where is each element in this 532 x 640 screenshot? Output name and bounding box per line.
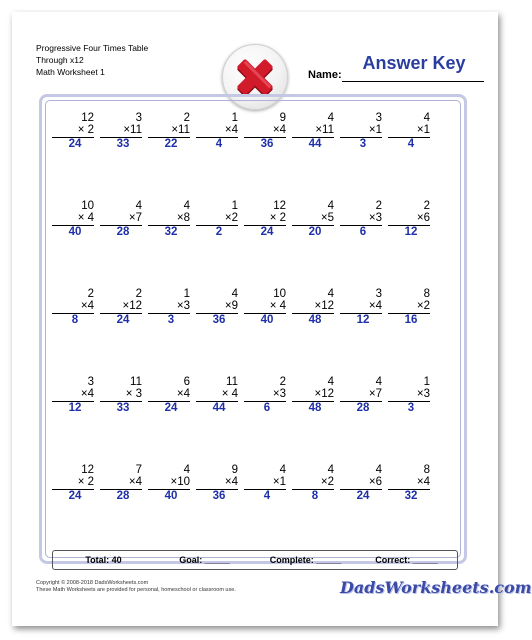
operand-multiplier: ×2 <box>416 300 430 312</box>
operand-multiplier: ×12 <box>314 388 334 400</box>
operand-top: 9 <box>231 464 238 476</box>
answer-value: 44 <box>308 138 322 150</box>
operand-top: 4 <box>327 376 334 388</box>
operand-multiplier: ×4 <box>224 476 238 488</box>
operand-multiplier: ×6 <box>368 476 382 488</box>
operand-top: 11 <box>226 376 238 388</box>
answer-value: 44 <box>212 402 226 414</box>
problem-r2-c6 <box>292 200 334 239</box>
operand-top: 4 <box>375 376 382 388</box>
title-line-1: Progressive Four Times Table <box>36 43 149 53</box>
problem-r5-c3 <box>148 464 190 503</box>
operand-multiplier: × 2 <box>269 212 286 224</box>
answer-key-text: Answer Key <box>362 53 466 73</box>
operand-top: 8 <box>423 464 430 476</box>
answer-value: 28 <box>116 226 130 238</box>
operand-multiplier: ×5 <box>320 212 334 224</box>
operand-top: 4 <box>135 200 142 212</box>
operand-top: 4 <box>327 112 334 124</box>
problem-r1-c3 <box>148 112 190 151</box>
operand-top: 12 <box>81 464 94 476</box>
answer-value: 40 <box>260 314 274 326</box>
operand-multiplier: ×4 <box>224 124 238 136</box>
answer-value: 3 <box>167 314 175 326</box>
operand-multiplier: × 4 <box>221 388 238 400</box>
answer-value: 8 <box>311 490 319 502</box>
operand-top: 10 <box>273 288 286 300</box>
operand-top: 3 <box>375 112 382 124</box>
problem-r2-c5 <box>244 200 286 239</box>
problem-r3-c3 <box>148 288 190 327</box>
operand-top: 4 <box>279 464 286 476</box>
problem-r1-c5 <box>244 112 286 151</box>
problem-r5-c2 <box>100 464 142 503</box>
score-bar <box>52 550 458 570</box>
answer-value: 22 <box>164 138 178 150</box>
problem-r3-c8 <box>388 288 430 327</box>
answer-value: 20 <box>308 226 322 238</box>
problem-r2-c2 <box>100 200 142 239</box>
operand-top: 3 <box>135 112 142 124</box>
complete-field[interactable]: Complete: _____ <box>269 555 342 565</box>
operand-top: 1 <box>231 112 238 124</box>
answer-value: 4 <box>263 490 271 502</box>
answer-value: 33 <box>116 138 130 150</box>
problem-r1-c6 <box>292 112 334 151</box>
operand-top: 4 <box>183 200 190 212</box>
problem-r4-c6 <box>292 376 334 415</box>
operand-multiplier: ×4 <box>416 476 430 488</box>
operand-top: 4 <box>183 464 190 476</box>
problem-r4-c5 <box>244 376 286 415</box>
problem-r4-c7 <box>340 376 382 415</box>
problem-r2-c8 <box>388 200 430 239</box>
operand-top: 1 <box>231 200 238 212</box>
copyright-line-2: These Math Worksheets are provided for personal, homeschool or classroom use. <box>36 587 236 593</box>
problem-r3-c7 <box>340 288 382 327</box>
operand-top: 12 <box>273 200 286 212</box>
answer-value: 48 <box>308 402 322 414</box>
operand-top: 1 <box>423 376 430 388</box>
operand-top: 10 <box>81 200 94 212</box>
operand-top: 12 <box>81 112 94 124</box>
operand-multiplier: × 2 <box>77 476 94 488</box>
operand-multiplier: ×2 <box>320 476 334 488</box>
operand-multiplier: ×1 <box>272 476 286 488</box>
operand-multiplier: ×7 <box>128 212 142 224</box>
operand-top: 2 <box>135 288 142 300</box>
operand-multiplier: ×1 <box>368 124 382 136</box>
title-line-3: Math Worksheet 1 <box>36 67 105 77</box>
problem-r1-c8 <box>388 112 430 151</box>
operand-multiplier: ×4 <box>80 388 94 400</box>
operand-top: 11 <box>130 376 142 388</box>
answer-value: 36 <box>260 138 274 150</box>
problem-r4-c3 <box>148 376 190 415</box>
operand-multiplier: × 2 <box>77 124 94 136</box>
operand-multiplier: × 3 <box>125 388 142 400</box>
name-label: Name: <box>308 69 342 81</box>
operand-top: 9 <box>279 112 286 124</box>
answer-value: 48 <box>308 314 322 326</box>
problem-r3-c6 <box>292 288 334 327</box>
problem-r2-c1 <box>52 200 94 239</box>
problem-r3-c2 <box>100 288 142 327</box>
answer-value: 32 <box>164 226 178 238</box>
name-field-line[interactable] <box>342 81 484 82</box>
operand-top: 4 <box>375 464 382 476</box>
operand-multiplier: × 4 <box>77 212 94 224</box>
problem-r5-c1 <box>52 464 94 503</box>
problem-r2-c4 <box>196 200 238 239</box>
worksheet-title <box>36 42 148 78</box>
answer-value: 36 <box>212 490 226 502</box>
problem-r5-c5 <box>244 464 286 503</box>
problem-r4-c4 <box>196 376 238 415</box>
problem-r5-c6 <box>292 464 334 503</box>
problem-r2-c7 <box>340 200 382 239</box>
operand-multiplier: ×2 <box>224 212 238 224</box>
answer-value: 6 <box>263 402 271 414</box>
operand-multiplier: × 4 <box>269 300 286 312</box>
answer-value: 36 <box>212 314 226 326</box>
site-logo[interactable]: DadsWorksheets.com <box>340 578 532 597</box>
operand-multiplier: ×4 <box>128 476 142 488</box>
operand-multiplier: ×11 <box>171 124 190 136</box>
problem-r3-c4 <box>196 288 238 327</box>
operand-top: 4 <box>327 288 334 300</box>
answer-value: 4 <box>407 138 415 150</box>
problem-r5-c4 <box>196 464 238 503</box>
problem-r1-c7 <box>340 112 382 151</box>
operand-top: 4 <box>231 288 238 300</box>
operand-multiplier: ×12 <box>314 300 334 312</box>
operand-multiplier: ×3 <box>416 388 430 400</box>
answer-value: 2 <box>215 226 223 238</box>
operand-top: 2 <box>423 200 430 212</box>
correct-field[interactable]: Correct: _____ <box>375 555 438 565</box>
operand-multiplier: ×11 <box>123 124 142 136</box>
operand-top: 2 <box>279 376 286 388</box>
answer-value: 12 <box>68 402 82 414</box>
operand-top: 4 <box>327 464 334 476</box>
total-count: Total: 40 <box>85 555 122 565</box>
problem-r4-c1 <box>52 376 94 415</box>
copyright-notice <box>36 580 236 594</box>
answer-value: 24 <box>164 402 178 414</box>
operand-multiplier: ×3 <box>272 388 286 400</box>
operand-multiplier: ×4 <box>80 300 94 312</box>
problem-r3-c5 <box>244 288 286 327</box>
operand-top: 4 <box>423 112 430 124</box>
answer-value: 3 <box>407 402 415 414</box>
problem-r1-c4 <box>196 112 238 151</box>
operand-multiplier: ×9 <box>224 300 238 312</box>
operand-multiplier: ×4 <box>272 124 286 136</box>
answer-value: 28 <box>356 402 370 414</box>
answer-value: 24 <box>260 226 274 238</box>
operand-top: 2 <box>375 200 382 212</box>
operand-multiplier: ×8 <box>176 212 190 224</box>
answer-value: 24 <box>356 490 370 502</box>
operand-top: 3 <box>87 376 94 388</box>
answer-value: 24 <box>68 138 82 150</box>
operand-multiplier: ×10 <box>170 476 190 488</box>
problem-r4-c2 <box>100 376 142 415</box>
problem-r5-c8 <box>388 464 430 503</box>
goal-field[interactable]: Goal: _____ <box>179 555 230 565</box>
operand-top: 2 <box>183 112 190 124</box>
operand-top: 6 <box>183 376 190 388</box>
answer-value: 40 <box>164 490 178 502</box>
operand-multiplier: ×12 <box>122 300 142 312</box>
operand-multiplier: ×3 <box>176 300 190 312</box>
answer-value: 8 <box>71 314 79 326</box>
problem-r1-c2 <box>100 112 142 151</box>
problem-r3-c1 <box>52 288 94 327</box>
answer-value: 24 <box>116 314 130 326</box>
operand-multiplier: ×7 <box>368 388 382 400</box>
operand-top: 7 <box>135 464 142 476</box>
operand-multiplier: ×11 <box>315 124 334 136</box>
operand-top: 4 <box>327 200 334 212</box>
answer-value: 32 <box>404 490 418 502</box>
answer-value: 12 <box>356 314 370 326</box>
operand-multiplier: ×1 <box>416 124 430 136</box>
answer-value: 6 <box>359 226 367 238</box>
problem-r1-c1 <box>52 112 94 151</box>
operand-top: 1 <box>183 288 190 300</box>
answer-value: 33 <box>116 402 130 414</box>
answer-value: 16 <box>404 314 418 326</box>
operand-top: 2 <box>87 288 94 300</box>
operand-multiplier: ×6 <box>416 212 430 224</box>
operand-top: 3 <box>375 288 382 300</box>
worksheet-page <box>12 12 532 626</box>
operand-multiplier: ×4 <box>176 388 190 400</box>
answer-value: 40 <box>68 226 82 238</box>
problem-r5-c7 <box>340 464 382 503</box>
answer-value: 24 <box>68 490 82 502</box>
copyright-line-1: Copyright © 2008-2018 DadsWorksheets.com <box>36 580 149 586</box>
operand-multiplier: ×3 <box>368 212 382 224</box>
operand-top: 8 <box>423 288 430 300</box>
problem-r2-c3 <box>148 200 190 239</box>
title-line-2: Through x12 <box>36 55 84 65</box>
answer-value: 28 <box>116 490 130 502</box>
answer-value: 12 <box>404 226 418 238</box>
problem-r4-c8 <box>388 376 430 415</box>
operand-multiplier: ×4 <box>368 300 382 312</box>
answer-value: 4 <box>215 138 223 150</box>
answer-value: 3 <box>359 138 367 150</box>
